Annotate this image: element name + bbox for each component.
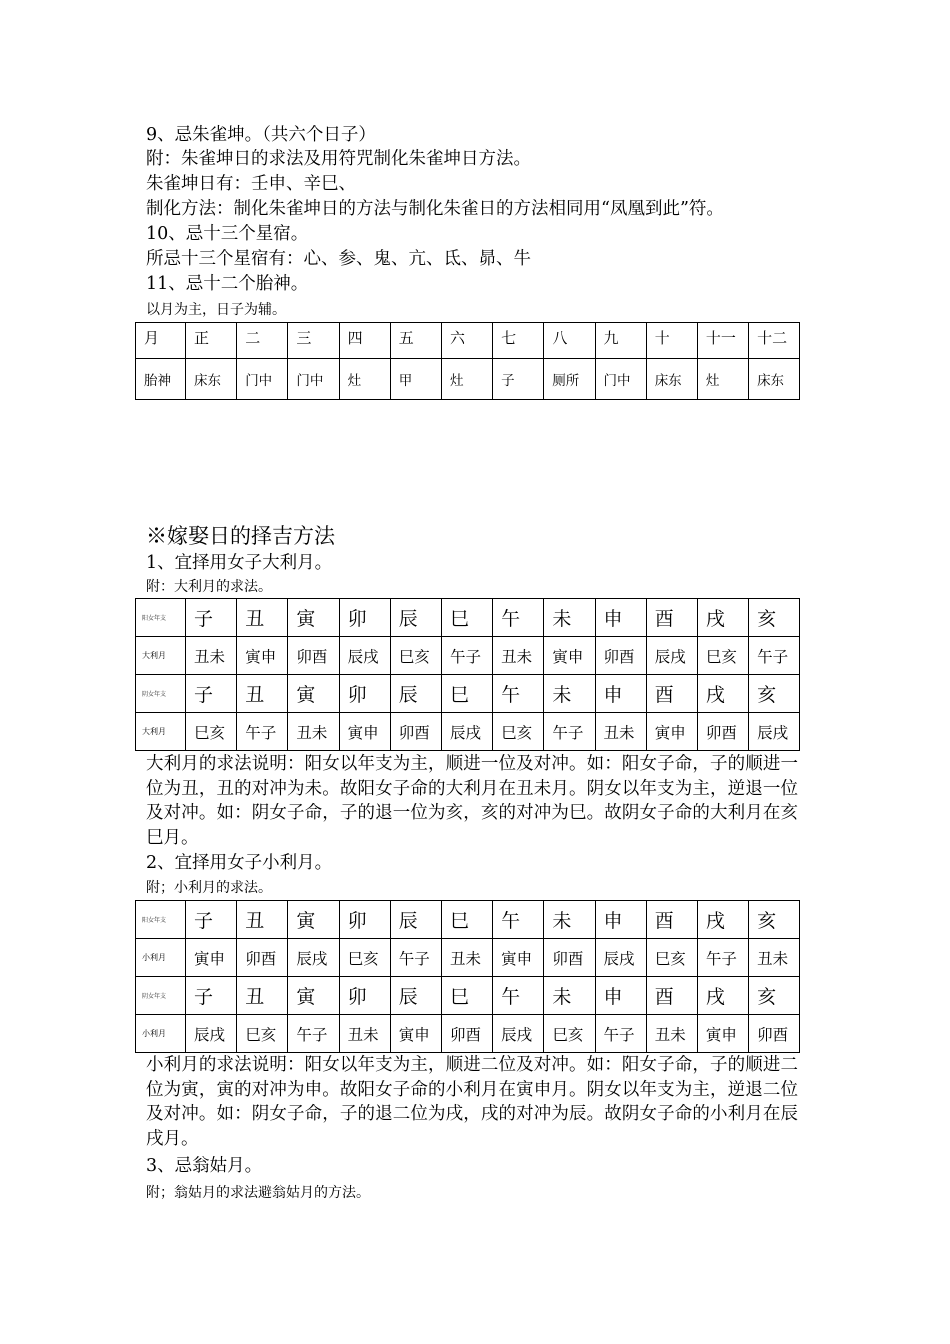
table-cell: 床东 xyxy=(646,359,697,400)
table-row xyxy=(136,675,800,713)
table-cell: 丑未 xyxy=(749,939,800,977)
table-cell: 巳亥 xyxy=(390,637,441,675)
table-cell: 卯 xyxy=(339,599,390,637)
xiaoliyue-table xyxy=(135,900,800,1053)
table-cell: 午子 xyxy=(749,637,800,675)
table-cell: 午 xyxy=(493,599,544,637)
row-label: 大利月 xyxy=(136,637,186,675)
table-cell: 灶 xyxy=(339,359,390,400)
item-heading: 1、宜择用女子大利月。 xyxy=(146,553,333,573)
table-cell: 午 xyxy=(493,901,544,939)
table-cell: 申 xyxy=(595,675,646,713)
table-cell: 午子 xyxy=(441,637,492,675)
table-cell: 寅申 xyxy=(186,939,237,977)
table-cell: 戌 xyxy=(697,599,748,637)
table-cell: 八 xyxy=(544,323,595,359)
taishen-note: 以月为主，日子为辅。 xyxy=(146,302,286,318)
text-line: 制化方法：制化朱雀坤日的方法与制化朱雀日的方法相同用“凤凰到此”符。 xyxy=(146,199,724,219)
table-cell: 巳亥 xyxy=(237,1015,288,1053)
table-cell: 十 xyxy=(646,323,697,359)
table-cell: 丑 xyxy=(237,977,288,1015)
table-cell: 丑未 xyxy=(646,1015,697,1053)
table-cell: 戌 xyxy=(697,977,748,1015)
table-cell: 申 xyxy=(595,977,646,1015)
item-note: 附：大利月的求法。 xyxy=(146,579,272,595)
table-cell: 丑未 xyxy=(339,1015,390,1053)
table-cell: 五 xyxy=(390,323,441,359)
text-line: 11、忌十二个胎神。 xyxy=(146,274,309,294)
table-cell: 辰戌 xyxy=(441,713,492,751)
table-cell: 寅申 xyxy=(493,939,544,977)
table-cell: 卯酉 xyxy=(288,637,339,675)
table-cell: 寅申 xyxy=(237,637,288,675)
table-cell: 巳亥 xyxy=(697,637,748,675)
text-line: 9、忌朱雀坤。（共六个日子） xyxy=(146,125,376,145)
table-cell: 巳亥 xyxy=(544,1015,595,1053)
table-cell: 丑 xyxy=(237,599,288,637)
table-cell: 午 xyxy=(493,675,544,713)
table-cell: 巳 xyxy=(441,901,492,939)
table-cell: 丑未 xyxy=(493,637,544,675)
table-cell: 寅申 xyxy=(339,713,390,751)
table-cell: 门中 xyxy=(237,359,288,400)
table-cell: 卯酉 xyxy=(749,1015,800,1053)
table-row xyxy=(136,323,800,359)
table-cell: 辰 xyxy=(390,901,441,939)
table-cell: 子 xyxy=(186,901,237,939)
taishen-table xyxy=(135,322,800,400)
table-cell: 酉 xyxy=(646,977,697,1015)
table-cell: 灶 xyxy=(441,359,492,400)
table-cell: 巳亥 xyxy=(186,713,237,751)
table-cell: 亥 xyxy=(749,901,800,939)
table-cell: 未 xyxy=(544,675,595,713)
xiaoliyue-explain: 小利月的求法说明：阳女以年支为主，顺进二位及对冲。如：阳女子命，子的顺进二位为寅，寅的对冲为申。故阳女子命的小利月在寅申月。阴女以年支为主，逆退二位及对冲。如：阴女子命，子的退二位为戌，戌的对冲为辰。故阴女子命的小利月在辰戌月。 xyxy=(146,1055,798,1149)
row-label: 阴女年支 xyxy=(136,977,186,1015)
table-cell: 卯酉 xyxy=(237,939,288,977)
table-cell: 丑未 xyxy=(288,713,339,751)
section-title: ※嫁娶日的择吉方法 xyxy=(146,524,335,548)
table-cell: 酉 xyxy=(646,599,697,637)
table-cell: 巳 xyxy=(441,599,492,637)
table-cell: 卯酉 xyxy=(441,1015,492,1053)
table-cell: 十一 xyxy=(697,323,748,359)
table-cell: 灶 xyxy=(697,359,748,400)
table-row xyxy=(136,901,800,939)
table-cell: 午子 xyxy=(390,939,441,977)
table-cell: 寅申 xyxy=(544,637,595,675)
table-cell: 十二 xyxy=(749,323,800,359)
table-cell: 床东 xyxy=(186,359,237,400)
table-cell: 卯 xyxy=(339,675,390,713)
row-label: 阳女年支 xyxy=(136,599,186,637)
table-cell: 辰戌 xyxy=(186,1015,237,1053)
table-cell: 辰戌 xyxy=(339,637,390,675)
table-cell: 戌 xyxy=(697,675,748,713)
table-row xyxy=(136,939,800,977)
item-heading: 2、宜择用女子小利月。 xyxy=(146,853,333,873)
table-cell: 午子 xyxy=(288,1015,339,1053)
table-cell: 子 xyxy=(186,599,237,637)
table-cell: 寅申 xyxy=(697,1015,748,1053)
table-cell: 门中 xyxy=(288,359,339,400)
table-cell: 巳亥 xyxy=(646,939,697,977)
table-cell: 胎神 xyxy=(136,359,186,400)
table-cell: 未 xyxy=(544,599,595,637)
table-cell: 子 xyxy=(186,675,237,713)
table-cell: 寅 xyxy=(288,901,339,939)
table-cell: 六 xyxy=(441,323,492,359)
row-label: 小利月 xyxy=(136,939,186,977)
row-label: 阴女年支 xyxy=(136,675,186,713)
table-cell: 寅 xyxy=(288,675,339,713)
table-cell: 巳亥 xyxy=(339,939,390,977)
table-cell: 辰戌 xyxy=(595,939,646,977)
table-cell: 午子 xyxy=(697,939,748,977)
table-cell: 辰 xyxy=(390,599,441,637)
table-cell: 寅申 xyxy=(646,713,697,751)
item-note: 附；翁姑月的求法避翁姑月的方法。 xyxy=(146,1185,370,1201)
table-cell: 辰戌 xyxy=(749,713,800,751)
text-line: 朱雀坤日有：壬申、辛巳、 xyxy=(146,174,356,194)
table-cell: 月 xyxy=(136,323,186,359)
table-cell: 卯酉 xyxy=(595,637,646,675)
table-row xyxy=(136,637,800,675)
table-cell: 四 xyxy=(339,323,390,359)
table-cell: 丑未 xyxy=(186,637,237,675)
table-cell: 申 xyxy=(595,599,646,637)
table-cell: 子 xyxy=(493,359,544,400)
item-note: 附；小利月的求法。 xyxy=(146,880,272,896)
row-label: 阳女年支 xyxy=(136,901,186,939)
table-cell: 未 xyxy=(544,901,595,939)
table-cell: 卯酉 xyxy=(697,713,748,751)
table-cell: 三 xyxy=(288,323,339,359)
table-cell: 丑未 xyxy=(595,713,646,751)
daliyue-table xyxy=(135,598,800,751)
table-cell: 酉 xyxy=(646,901,697,939)
table-cell: 卯酉 xyxy=(544,939,595,977)
table-cell: 丑 xyxy=(237,675,288,713)
table-cell: 酉 xyxy=(646,675,697,713)
item-heading: 3、忌翁姑月。 xyxy=(146,1156,263,1176)
table-row xyxy=(136,713,800,751)
table-cell: 午子 xyxy=(544,713,595,751)
table-cell: 午 xyxy=(493,977,544,1015)
table-cell: 戌 xyxy=(697,901,748,939)
text-line: 10、忌十三个星宿。 xyxy=(146,224,309,244)
table-cell: 卯 xyxy=(339,977,390,1015)
table-cell: 辰戌 xyxy=(288,939,339,977)
table-cell: 丑 xyxy=(237,901,288,939)
row-label: 小利月 xyxy=(136,1015,186,1053)
table-cell: 亥 xyxy=(749,675,800,713)
table-cell: 亥 xyxy=(749,977,800,1015)
table-cell: 辰 xyxy=(390,977,441,1015)
table-cell: 寅申 xyxy=(390,1015,441,1053)
table-cell: 巳 xyxy=(441,675,492,713)
table-cell: 巳 xyxy=(441,977,492,1015)
table-row xyxy=(136,1015,800,1053)
text-line: 附：朱雀坤日的求法及用符咒制化朱雀坤日方法。 xyxy=(146,149,531,169)
table-cell: 子 xyxy=(186,977,237,1015)
table-cell: 正 xyxy=(186,323,237,359)
table-row xyxy=(136,977,800,1015)
table-row xyxy=(136,359,800,400)
table-cell: 未 xyxy=(544,977,595,1015)
table-cell: 厕所 xyxy=(544,359,595,400)
table-cell: 寅 xyxy=(288,599,339,637)
text-line: 所忌十三个星宿有：心、参、鬼、亢、氐、昴、牛 xyxy=(146,249,531,269)
table-cell: 辰戌 xyxy=(646,637,697,675)
table-cell: 寅 xyxy=(288,977,339,1015)
table-cell: 卯酉 xyxy=(390,713,441,751)
table-cell: 辰 xyxy=(390,675,441,713)
table-cell: 床东 xyxy=(749,359,800,400)
table-cell: 丑未 xyxy=(441,939,492,977)
table-cell: 午子 xyxy=(595,1015,646,1053)
table-cell: 辰戌 xyxy=(493,1015,544,1053)
row-label: 大利月 xyxy=(136,713,186,751)
table-cell: 卯 xyxy=(339,901,390,939)
table-cell: 门中 xyxy=(595,359,646,400)
table-cell: 申 xyxy=(595,901,646,939)
table-cell: 午子 xyxy=(237,713,288,751)
table-cell: 七 xyxy=(493,323,544,359)
table-cell: 九 xyxy=(595,323,646,359)
table-row xyxy=(136,599,800,637)
table-cell: 亥 xyxy=(749,599,800,637)
table-cell: 巳亥 xyxy=(493,713,544,751)
table-cell: 二 xyxy=(237,323,288,359)
table-cell: 甲 xyxy=(390,359,441,400)
daliyue-explain: 大利月的求法说明：阳女以年支为主，顺进一位及对冲。如：阳女子命，子的顺进一位为丑，丑的对冲为未。故阳女子命的大利月在丑未月。阴女以年支为主，逆退一位及对冲。如：阴女子命，子的退一位为亥，亥的对冲为巳。故阴女子命的大利月在亥巳月。 xyxy=(146,754,798,848)
